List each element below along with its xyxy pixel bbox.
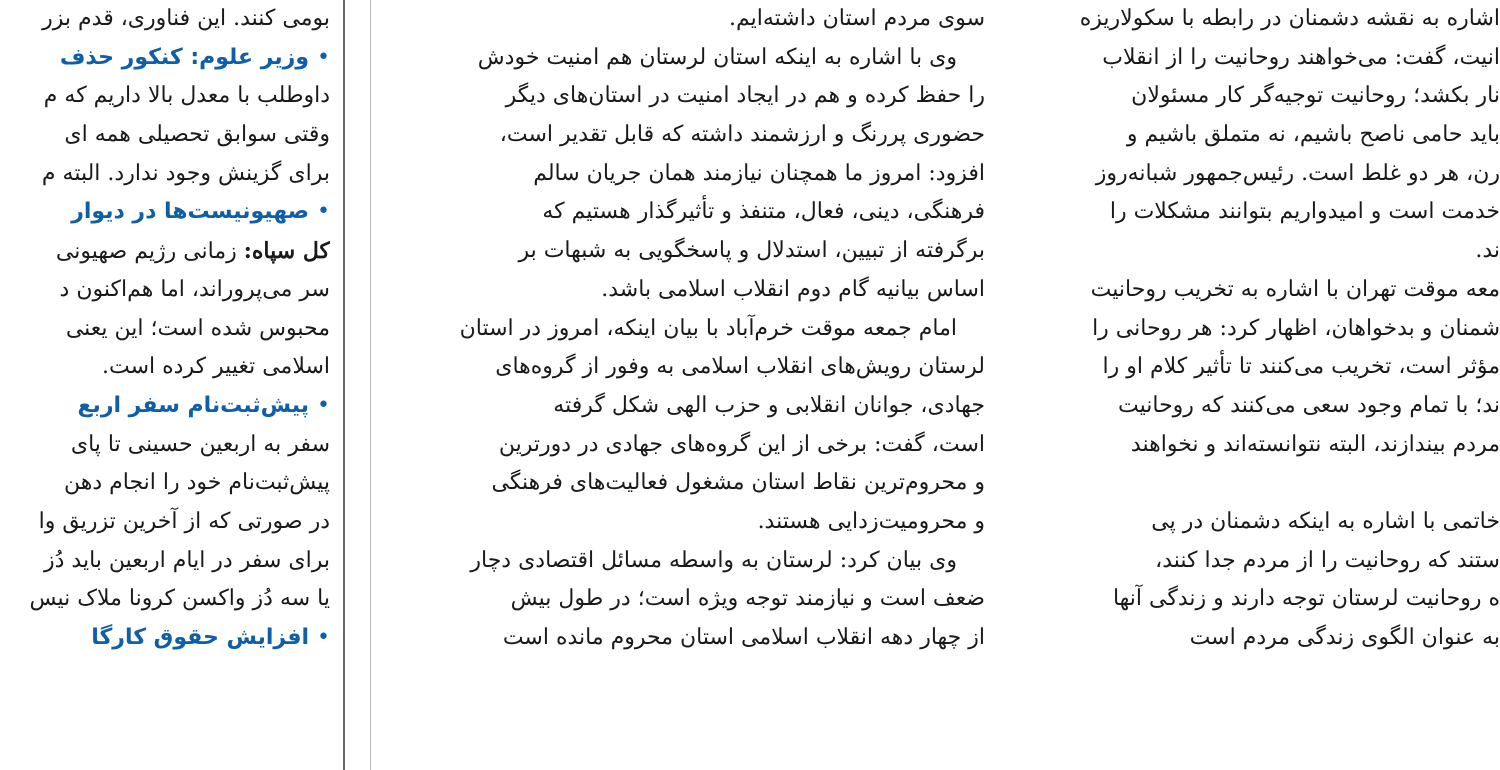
text-line: برای گزینش وجود ندارد. البته م [41, 160, 330, 186]
text-line: ه روحانیت لرستان توجه دارند و زندگی آنها [1112, 586, 1500, 612]
bullet-icon: • [317, 44, 330, 70]
text-line: فرهنگی، دینی، فعال، متنفذ و تأثیرگذار هستیم که [542, 199, 985, 225]
text-line: حضوری پررنگ و ارزشمند داشته که قابل تقدیر است، [499, 122, 985, 148]
text-line: جهادی، جوانان انقلابی و حزب الهی شکل گرفته [553, 392, 985, 418]
text-line: افزود: امروز ما همچنان نیازمند همان جریان سالم [533, 160, 985, 186]
news-headline [0, 387, 330, 426]
bold-lead: کل سپاه: [243, 238, 330, 265]
headline-text: وزیر علوم: کنکور حذف [59, 44, 310, 70]
text-line: سفر به اربعین حسینی تا پای [70, 431, 330, 457]
text-line [0, 232, 330, 271]
text-line: خدمت است و امیدواریم بتوانند مشکلات را [1109, 199, 1500, 225]
text-line: خاتمی با اشاره به اینکه دشمنان در پی [1151, 508, 1500, 534]
middle-article-column [385, 0, 985, 770]
text-line: شمنان و بدخواهان، اظهار کرد: هر روحانی را [1092, 315, 1500, 341]
text-line: اساس بیانیه گام دوم انقلاب اسلامی باشد. [601, 276, 985, 302]
text-line: انیت، گفت: می‌خواهند روحانیت را از انقلاب [1102, 44, 1500, 70]
text-line: است، گفت: برخی از این گروه‌های جهادی در دورترین [498, 431, 985, 457]
bullet-icon: • [317, 199, 330, 225]
text-line: ستند که روحانیت را از مردم جدا کنند، [1155, 547, 1500, 573]
right-article-column [1022, 0, 1500, 770]
text-line: لرستان رویش‌های انقلاب اسلامی به وفور از گروه‌های [495, 354, 985, 380]
text-line: را حفظ کرده و هم در ایجاد امنیت در استان‌های دیگر [505, 83, 985, 109]
paragraph-gap [1022, 464, 1500, 503]
text-line: برای سفر در ایام اربعین باید دُز [43, 547, 330, 573]
text-line: مؤثر است، تخریب می‌کنند تا تأثیر کلام او را [1102, 354, 1500, 380]
text-line: اشاره به نقشه دشمنان در رابطه با سکولاریزه [1079, 6, 1500, 31]
text-line: در صورتی که از آخرین تزریق وا [38, 508, 330, 534]
text-line: وی بیان کرد: لرستان به واسطه مسائل اقتصادی دچار [470, 547, 957, 573]
column-divider-middle [370, 0, 371, 770]
headline-text: پیش‌ثبت‌نام سفر اربع [77, 392, 310, 418]
text-line: ند. [1475, 238, 1500, 264]
column-divider-left [343, 0, 345, 770]
text-line: و محروم‌ترین نقاط استان مشغول فعالیت‌های فرهنگی [491, 470, 985, 496]
text-line: باید حامی ناصح باشیم، نه متملق باشیم و [1126, 122, 1500, 148]
text-line: و محرومیت‌زدایی هستند. [757, 508, 985, 534]
left-news-column [0, 0, 330, 770]
text-line-body: زمانی رژیم صهیونی [55, 239, 237, 265]
text-line: از چهار دهه انقلاب اسلامی استان محروم مانده است [502, 625, 985, 650]
text-line: داوطلب با معدل بالا داریم که م [43, 83, 330, 109]
news-headline [0, 619, 330, 658]
text-line: سر می‌پروراند، اما هم‌اکنون د [59, 276, 330, 302]
bullet-icon: • [317, 392, 330, 418]
text-line: برگرفته از تبیین، استدلال و پاسخگویی به شبهات بر [518, 238, 985, 264]
text-line: محبوس شده است؛ این یعنی [65, 315, 330, 341]
text-line: رن، هر دو غلط است. رئیس‌جمهور شبانه‌روز [1095, 160, 1500, 186]
text-line: وقتی سوابق تحصیلی همه ای [64, 122, 330, 148]
text-line: مردم بیندازند، البته نتوانسته‌اند و نخواهند [1130, 431, 1500, 457]
text-line: به عنوان الگوی زندگی مردم است [1189, 625, 1500, 650]
text-line: ند؛ با تمام وجود سعی می‌کنند که روحانیت [1118, 392, 1500, 418]
text-line: سوی مردم استان داشته‌ایم. [728, 6, 985, 31]
text-line: پیش‌ثبت‌نام خود را انجام دهن [64, 470, 330, 496]
text-line: امام جمعه موقت خرم‌آباد با بیان اینکه، امروز در استان [459, 315, 957, 341]
text-line: معه موقت تهران با اشاره به تخریب روحانیت [1090, 276, 1500, 302]
headline-text: صهیونیست‌ها در دیوار [71, 199, 310, 225]
news-headline [0, 193, 330, 232]
text-line: ضعف است و نیازمند توجه ویژه است؛ در طول بیش [510, 586, 985, 612]
text-line: اسلامی تغییر کرده است. [101, 354, 330, 380]
text-line: بومی کنند. این فناوری، قدم بزر [42, 6, 330, 31]
news-headline [0, 39, 330, 78]
bullet-icon: • [317, 625, 330, 650]
text-line: وی با اشاره به اینکه استان لرستان هم امنیت خودش [477, 44, 957, 70]
headline-text: افزایش حقوق کارگا [91, 625, 310, 650]
text-line: یا سه دُز واکسن کرونا ملاک نیس [29, 586, 330, 612]
text-line: نار بکشد؛ روحانیت توجیه‌گر کار مسئولان [1131, 83, 1500, 109]
